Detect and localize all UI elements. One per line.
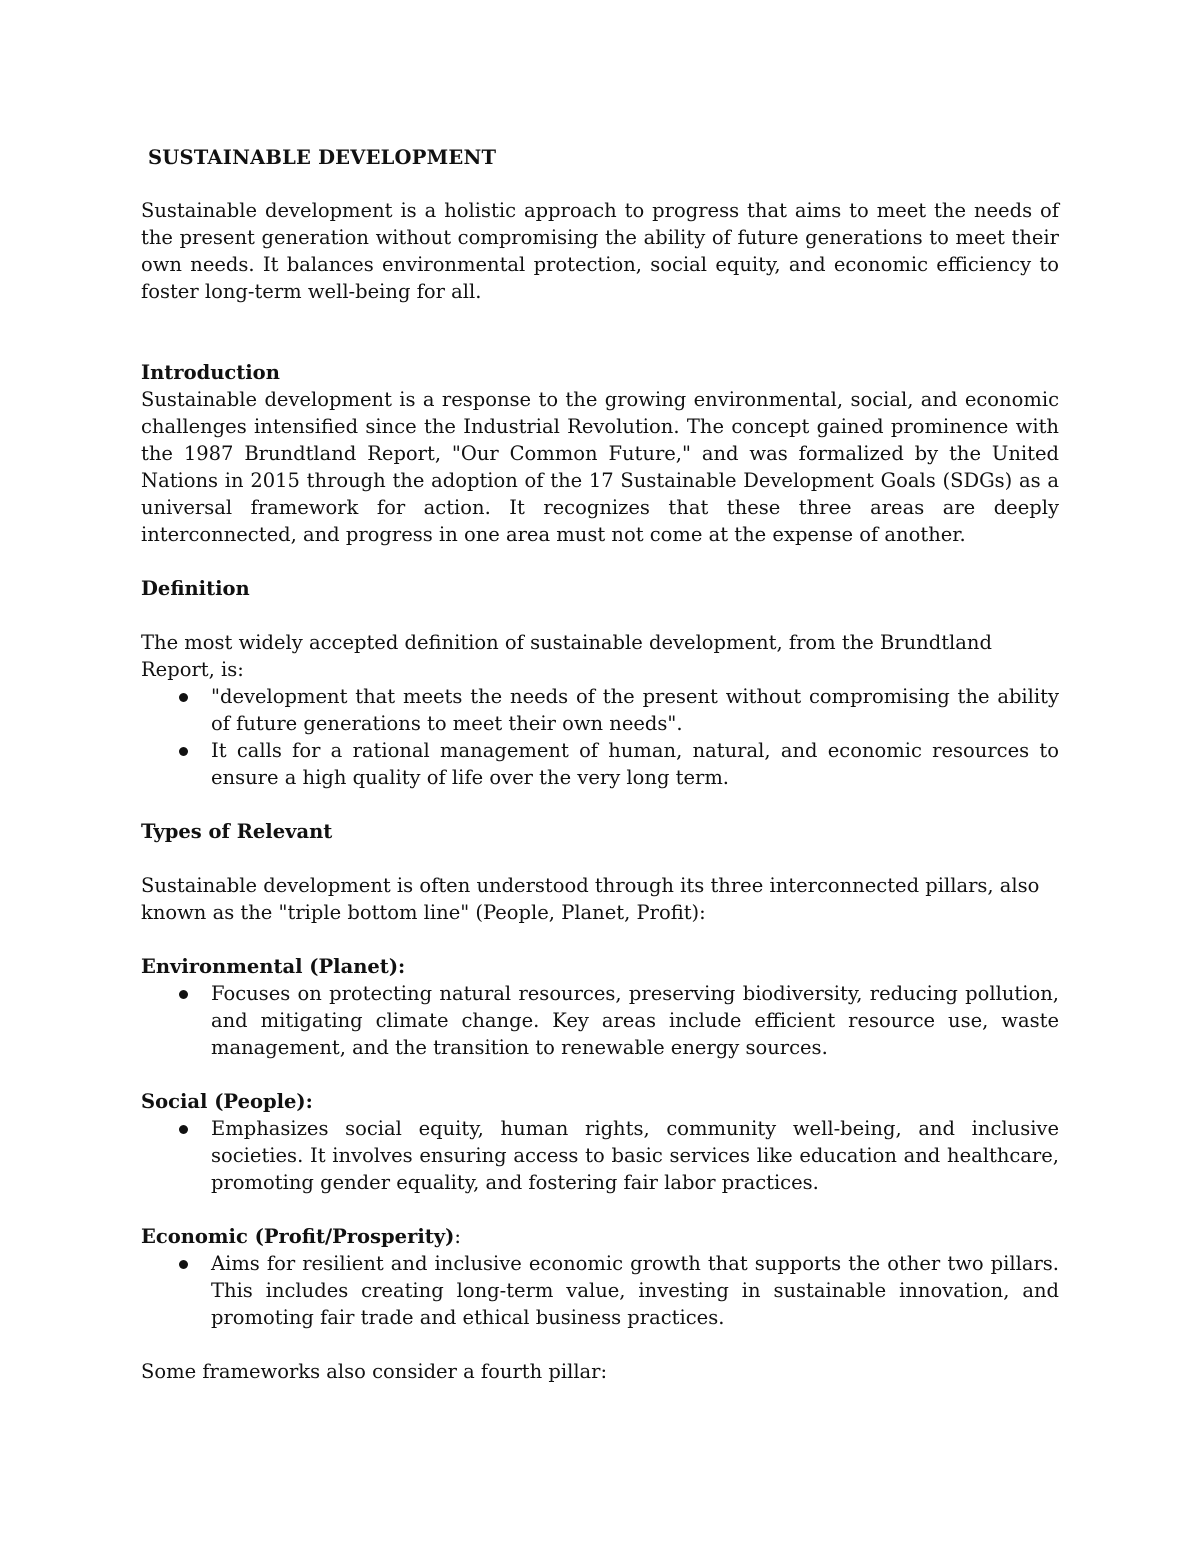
bullet-icon — [179, 990, 188, 999]
economic-heading-line — [141, 1223, 1059, 1250]
spacer — [141, 305, 1059, 359]
introduction-text: Sustainable development is a response to the growing environmental, social, and economic challenges intensified since the Industrial Revolution. The concept gained prominence with the 1987 Brundtland Report, "Our Common Future," and was formalized by the United Nations in 2015 through the adoption of the 17 Sustainable Development Goals (SDGs) as a universal framework for action. It recognizes that these three areas are deeply interconnected, and progress in one area must not come at the expense of another. — [141, 388, 1059, 546]
environmental-list — [141, 980, 1059, 1061]
list-item — [141, 1115, 1059, 1196]
economic-heading: Economic (Profit/Prosperity) — [141, 1225, 455, 1248]
list-item-text: Emphasizes social equity, human rights, community well-being, and inclusive societies. It involves ensuring access to basic services like education and healthcare, promoting gender equality, and fostering fair labor practices. — [211, 1117, 1059, 1194]
social-heading: Social (People): — [141, 1090, 313, 1113]
list-item-text: It calls for a rational management of human, natural, and economic resources to ensure a high quality of life over the very long term. — [211, 739, 1059, 789]
environmental-heading: Environmental (Planet): — [141, 955, 406, 978]
spacer — [141, 1196, 1059, 1223]
bullet-icon — [179, 693, 188, 702]
list-item-text: Focuses on protecting natural resources, preserving biodiversity, reducing pollution, and mitigating climate change. Key areas include efficient resource use, waste management, and the transition to renewable energy sources. — [211, 982, 1059, 1059]
types-lead: Sustainable development is often understood through its three interconnected pillars, also known as the "triple bottom line" (People, Planet, Profit): — [141, 874, 1040, 924]
spacer — [141, 1331, 1059, 1358]
social-list — [141, 1115, 1059, 1196]
spacer — [141, 791, 1059, 818]
economic-list — [141, 1250, 1059, 1331]
intro-paragraph: Sustainable development is a holistic approach to progress that aims to meet the needs of the present generation without compromising the ability of future generations to meet their own needs. It balances environmental protection, social equity, and economic efficiency to foster long-term well-being for all. — [141, 199, 1059, 303]
closing-text: Some frameworks also consider a fourth pillar: — [141, 1360, 608, 1383]
definition-heading: Definition — [141, 577, 250, 600]
spacer — [141, 1061, 1059, 1088]
spacer — [141, 926, 1059, 953]
list-item-text: "development that meets the needs of the present without compromising the ability of future generations to meet their own needs". — [211, 685, 1059, 735]
spacer — [141, 602, 1059, 629]
definition-lead: The most widely accepted definition of sustainable development, from the Brundtland Report, is: — [141, 631, 992, 681]
spacer — [141, 845, 1059, 872]
list-item — [141, 737, 1059, 791]
introduction-heading: Introduction — [141, 361, 280, 384]
document-page — [141, 144, 1059, 1385]
list-item-text: Aims for resilient and inclusive economic growth that supports the other two pillars. This includes creating long-term value, investing in sustainable innovation, and promoting fair trade and ethical business practices. — [211, 1252, 1059, 1329]
definition-list — [141, 683, 1059, 791]
list-item — [141, 980, 1059, 1061]
bullet-icon — [179, 1260, 188, 1269]
bullet-icon — [179, 1125, 188, 1134]
list-item — [141, 683, 1059, 737]
list-item — [141, 1250, 1059, 1331]
types-heading: Types of Relevant — [141, 820, 333, 843]
economic-heading-suffix: : — [454, 1225, 461, 1248]
bullet-icon — [179, 747, 188, 756]
document-title: SUSTAINABLE DEVELOPMENT — [148, 146, 497, 169]
spacer — [141, 548, 1059, 575]
